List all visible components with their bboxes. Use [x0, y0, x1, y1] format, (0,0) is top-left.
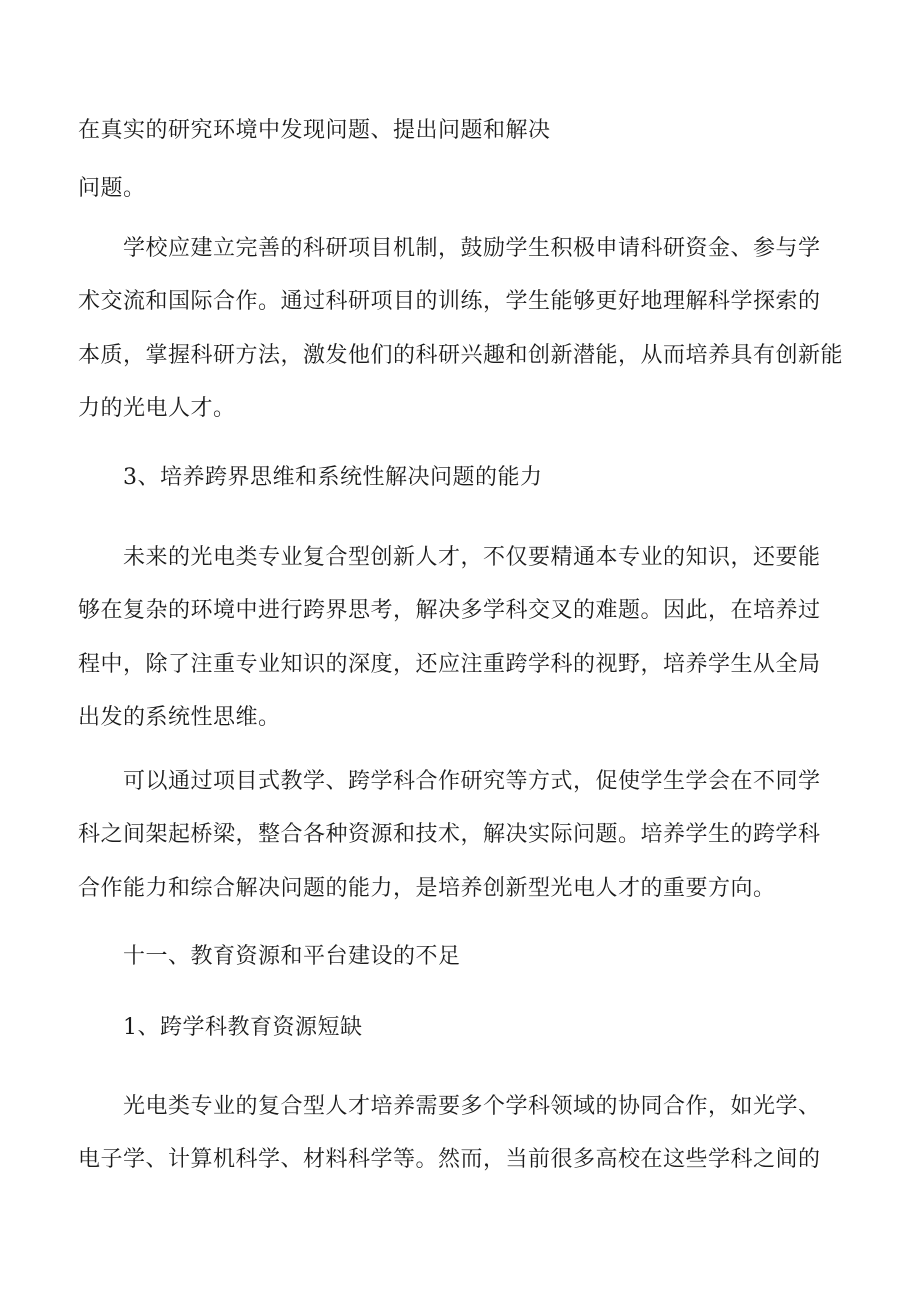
paragraph-line: 力的光电人才。: [78, 396, 236, 421]
paragraph-line: 学校应建立完善的科研项目机制，鼓励学生积极申请科研资金、参与学: [123, 236, 821, 261]
paragraph-line: 电子学、计算机科学、材料科学等。然而，当前很多高校在这些学科之间的: [78, 1147, 821, 1172]
paragraph-line: 科之间架起桥梁，整合各种资源和技术，解决实际问题。培养学生的跨学科: [78, 822, 821, 847]
paragraph-line: 术交流和国际合作。通过科研项目的训练，学生能够更好地理解科学探索的: [78, 289, 821, 314]
paragraph-line: 在真实的研究环境中发现问题、提出问题和解决: [78, 118, 551, 143]
paragraph-line: 本质，掌握科研方法，激发他们的科研兴趣和创新潜能，从而培养具有创新能: [78, 343, 844, 368]
section-heading: 1、跨学科教育资源短缺: [123, 1015, 363, 1040]
section-heading: 3、培养跨界思维和系统性解决问题的能力: [123, 465, 543, 490]
paragraph-line: 合作能力和综合解决问题的能力，是培养创新型光电人才的重要方向。: [78, 876, 776, 901]
paragraph-line: 够在复杂的环境中进行跨界思考，解决多学科交叉的难题。因此，在培养过: [78, 598, 821, 623]
paragraph-line: 可以通过项目式教学、跨学科合作研究等方式，促使学生学会在不同学: [123, 769, 821, 794]
paragraph-line: 问题。: [78, 176, 146, 201]
paragraph-line: 出发的系统性思维。: [78, 705, 281, 730]
chapter-heading: 十一、教育资源和平台建设的不足: [123, 944, 461, 969]
paragraph-line: 未来的光电类专业复合型创新人才，不仅要精通本专业的知识，还要能: [123, 545, 821, 570]
paragraph-line: 程中，除了注重专业知识的深度，还应注重跨学科的视野，培养学生从全局: [78, 652, 821, 677]
paragraph-line: 光电类专业的复合型人才培养需要多个学科领域的协同合作，如光学、: [123, 1094, 821, 1119]
